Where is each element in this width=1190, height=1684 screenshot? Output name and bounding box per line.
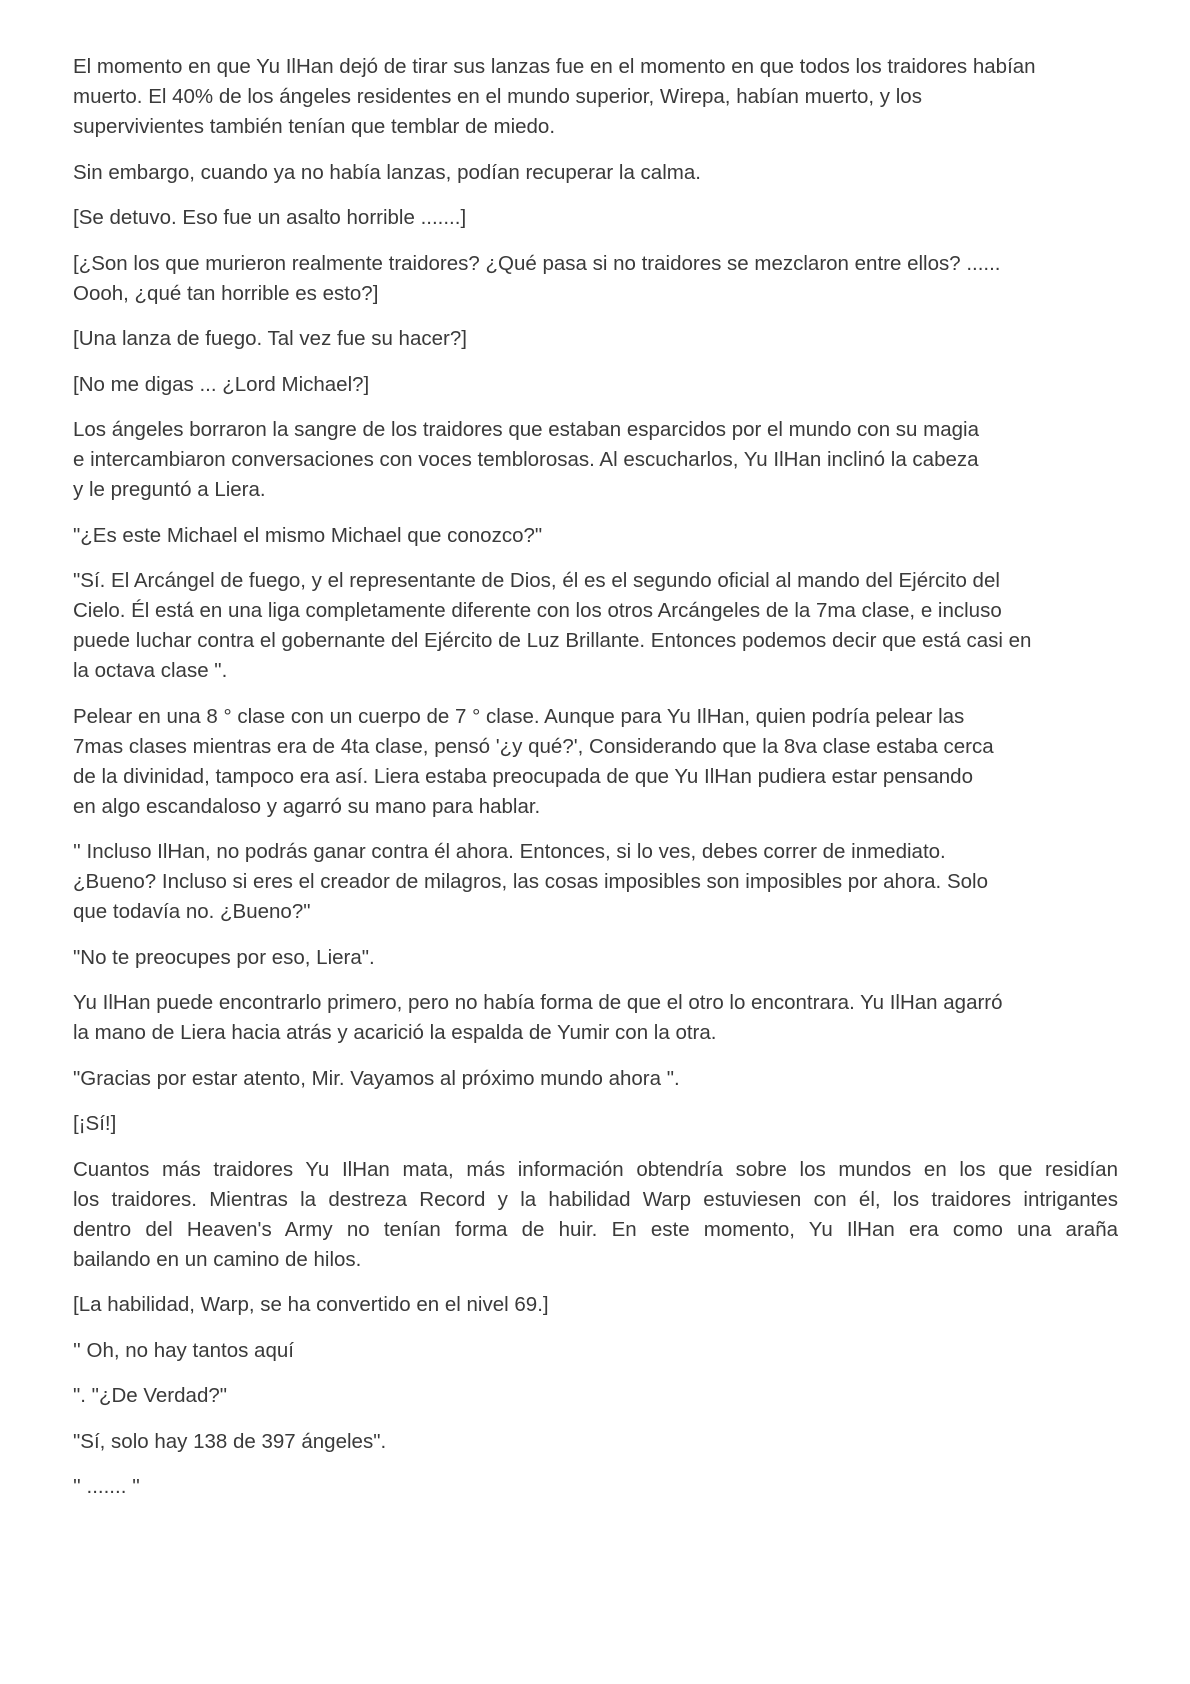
paragraph-11 <box>73 837 1118 927</box>
paragraph-line: "No te preocupes por eso, Liera". <box>73 945 375 969</box>
paragraph-line: que todavía no. ¿Bueno?" <box>73 900 311 923</box>
paragraph-line: supervivientes también tenían que temblar de miedo. <box>73 115 556 138</box>
paragraph-line: "¿Es este Michael el mismo Michael que conozco?" <box>73 523 543 547</box>
paragraph-line: dentro del Heaven's Army no tenían forma de huir. En este momento, Yu IlHan era como una araña <box>73 1217 1118 1241</box>
paragraph-line: los traidores. Mientras la destreza Record y la habilidad Warp estuviesen con él, los traidores intrigantes <box>73 1187 1118 1211</box>
paragraph-line: [Se detuvo. Eso fue un asalto horrible .......] <box>73 206 467 229</box>
paragraph-line: '' ....... '' <box>73 1475 140 1498</box>
paragraph-line: [¡Sí!] <box>73 1112 117 1135</box>
paragraph-3 <box>73 203 1118 233</box>
paragraph-10 <box>73 702 1118 822</box>
paragraph-line: Los ángeles borraron la sangre de los traidores que estaban esparcidos por el mundo con su magia <box>73 418 979 441</box>
paragraph-line: "Sí, solo hay 138 de 397 ángeles". <box>73 1429 387 1453</box>
paragraph-line: 7mas clases mientras era de 4ta clase, pensó '¿y qué?', Considerando que la 8va clase estaba cerca <box>73 734 994 758</box>
paragraph-line: Yu IlHan puede encontrarlo primero, pero no había forma de que el otro lo encontrara. Yu IlHan agarró <box>73 991 1003 1014</box>
paragraph-21 <box>73 1472 1118 1502</box>
paragraph-7 <box>73 415 1118 505</box>
paragraph-16 <box>73 1155 1118 1275</box>
paragraph-19 <box>73 1381 1118 1411</box>
paragraph-line: Oooh, ¿qué tan horrible es esto?] <box>73 281 379 305</box>
paragraph-20 <box>73 1427 1118 1457</box>
paragraph-12 <box>73 943 1118 973</box>
paragraph-line: bailando en un camino de hilos. <box>73 1247 362 1271</box>
paragraph-line: '' Oh, no hay tantos aquí <box>73 1338 294 1362</box>
paragraph-line: ¿Bueno? Incluso si eres el creador de milagros, las cosas imposibles son imposibles por ahora. Solo <box>73 870 988 893</box>
paragraph-9 <box>73 566 1118 686</box>
paragraph-2 <box>73 158 1118 188</box>
paragraph-4 <box>73 249 1118 309</box>
paragraph-13 <box>73 988 1118 1048</box>
paragraph-line: "Sí. El Arcángel de fuego, y el representante de Dios, él es el segundo oficial al mando del Ejército del <box>73 569 1000 592</box>
paragraph-line: la mano de Liera hacia atrás y acarició la espalda de Yumir con la otra. <box>73 1021 717 1044</box>
paragraph-line: '' Incluso IlHan, no podrás ganar contra él ahora. Entonces, si lo ves, debes correr de inmediato. <box>73 840 946 863</box>
paragraph-line: Pelear en una 8 ° clase con un cuerpo de 7 ° clase. Aunque para Yu IlHan, quien podría pelear las <box>73 704 965 728</box>
paragraph-6 <box>73 370 1118 400</box>
paragraph-14 <box>73 1064 1118 1094</box>
paragraph-line: Sin embargo, cuando ya no había lanzas, podían recuperar la calma. <box>73 160 701 184</box>
paragraph-17 <box>73 1290 1118 1320</box>
paragraph-line: ". "¿De Verdad?" <box>73 1384 228 1407</box>
paragraph-18 <box>73 1336 1118 1366</box>
paragraph-line: Cielo. Él está en una liga completamente diferente con los otros Arcángeles de la 7ma clase, e incluso <box>73 599 1002 622</box>
paragraph-8 <box>73 521 1118 551</box>
document-page <box>73 52 1118 1518</box>
paragraph-line: Cuantos más traidores Yu IlHan mata, más información obtendría sobre los mundos en los que residían <box>73 1157 1118 1181</box>
paragraph-line: puede luchar contra el gobernante del Ejército de Luz Brillante. Entonces podemos decir que está casi en <box>73 629 1032 652</box>
paragraph-line: El momento en que Yu IlHan dejó de tirar sus lanzas fue en el momento en que todos los traidores habían <box>73 55 1036 78</box>
paragraph-line: y le preguntó a Liera. <box>73 478 266 501</box>
paragraph-line: [¿Son los que murieron realmente traidores? ¿Qué pasa si no traidores se mezclaron entre ellos? ...... <box>73 251 1001 275</box>
paragraph-line: en algo escandaloso y agarró su mano para hablar. <box>73 794 541 818</box>
paragraph-line: [Una lanza de fuego. Tal vez fue su hacer?] <box>73 327 467 350</box>
paragraph-line: [No me digas ... ¿Lord Michael?] <box>73 372 370 396</box>
paragraph-15 <box>73 1109 1118 1139</box>
paragraph-line: la octava clase ". <box>73 659 228 682</box>
paragraph-line: "Gracias por estar atento, Mir. Vayamos al próximo mundo ahora ". <box>73 1066 680 1090</box>
paragraph-line: e intercambiaron conversaciones con voces temblorosas. Al escucharlos, Yu IlHan inclinó la cabeza <box>73 448 979 471</box>
paragraph-5 <box>73 324 1118 354</box>
paragraph-1 <box>73 52 1118 142</box>
paragraph-line: muerto. El 40% de los ángeles residentes en el mundo superior, Wirepa, habían muerto, y los <box>73 85 922 108</box>
paragraph-line: de la divinidad, tampoco era así. Liera estaba preocupada de que Yu IlHan pudiera estar pensando <box>73 764 973 788</box>
paragraph-line: [La habilidad, Warp, se ha convertido en el nivel 69.] <box>73 1293 549 1316</box>
